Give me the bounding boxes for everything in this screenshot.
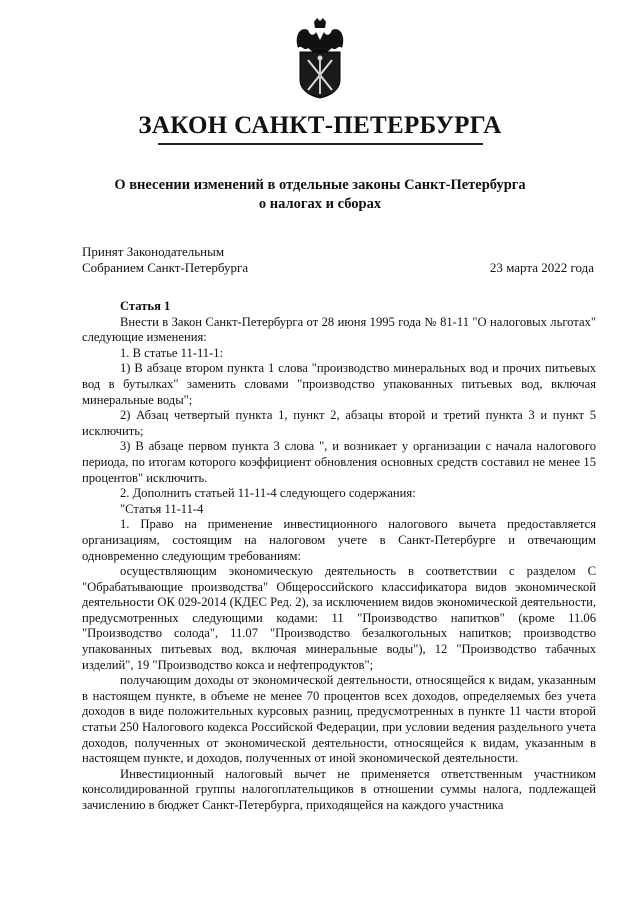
article-heading: Статья 1 <box>120 299 171 313</box>
paragraph: 3) В абзаце первом пункта 3 слова ", и возникает у организации с начала налогового периода, по итогам которого коэффициент обновления основных средств составил не менее 15 процентов" исключить. <box>82 439 596 485</box>
coat-of-arms-icon <box>290 18 350 100</box>
title-underline <box>158 143 483 145</box>
paragraph: "Статья 11-11-4 <box>120 501 204 516</box>
paragraph: Внести в Закон Санкт-Петербурга от 28 июня 1995 года № 81-11 "О налоговых льготах" следующие изменения: <box>82 314 596 345</box>
paragraph: 2. Дополнить статьей 11-11-4 следующего содержания: <box>120 486 416 501</box>
paragraph: 2) Абзац четвертый пункта 1, пункт 2, абзацы второй и третий пункта 3 и пункт 5 исключить; <box>82 408 596 438</box>
law-body <box>82 299 596 814</box>
paragraph: 1) В абзаце втором пункта 1 слова "производство минеральных вод и прочих питьевых вод в бутылках" заменить словами "производство упакованных питьевых вод, включая минеральные воды"; <box>82 361 596 407</box>
subtitle-line-2: о налогах и сборах <box>258 196 382 212</box>
paragraph: осуществляющим экономическую деятельность в соответствии с разделом С "Обрабатывающие производства" Общероссийского классификатора видов экономической деятельности ОК 029-2014 (КДЕС Ред. 2), за исключением видов экономической деятельности, предусмотренных следующими кодами: 11 "Производство напитков" (кроме 11.06 "Производство солода", 11.07 "Производство безалкогольных напитков; производство упакованных питьевых вод, включая минеральные воды"), 12 "Производство табачных изделий", 19 "Производство кокса и нефтепродуктов"; <box>82 564 596 672</box>
adopted-line-1: Принят Законодательным <box>82 244 225 259</box>
subtitle-line-1: О внесении изменений в отдельные законы Санкт-Петербурга <box>114 177 526 193</box>
law-title: ЗАКОН САНКТ-ПЕТЕРБУРГА <box>138 112 502 139</box>
adoption-date: 23 марта 2022 года <box>489 260 594 275</box>
paragraph: 1. В статье 11-11-1: <box>120 345 224 360</box>
law-subtitle <box>0 176 640 214</box>
paragraph: Инвестиционный налоговый вычет не применяется ответственным участником консолидированной группы налогоплательщиков в отношении суммы налога, подлежащей зачислению в бюджет Санкт-Петербурга, приходящейся на каждого участника <box>82 766 596 812</box>
adopted-by <box>82 244 248 276</box>
adopted-line-2: Собранием Санкт-Петербурга <box>82 260 249 275</box>
paragraph: 1. Право на применение инвестиционного налогового вычета предоставляется организациям, состоящим на налоговом учете в Санкт-Петербурге и отвечающим одновременно следующим требованиям: <box>82 517 596 563</box>
paragraph: получающим доходы от экономической деятельности, относящейся к видам, указанным в настоящем пункте, в объеме не менее 70 процентов всех доходов, определяемых без учета доходов в виде положительных курсовых разниц, предусмотренных в пункте 11 части второй статьи 250 Налогового кодекса Российской Федерации, при условии ведения раздельного учета доходов, полученных от экономической деятельности, относящейся к видам, указанным в настоящем пункте, и доходов, полученных от иной экономической деятельности. <box>82 673 596 766</box>
